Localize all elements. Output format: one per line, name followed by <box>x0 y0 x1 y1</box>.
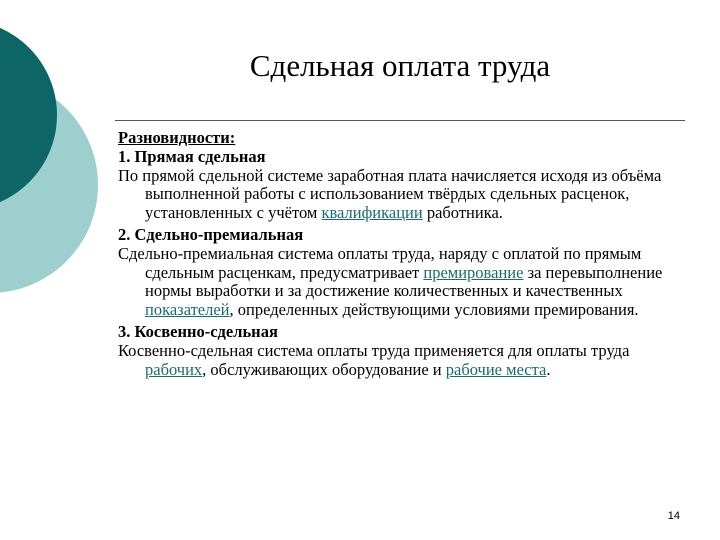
link-workplaces[interactable]: рабочие места <box>445 359 547 379</box>
type2-title: 2. Сдельно-премиальная <box>118 224 304 244</box>
type1-title: 1. Прямая сдельная <box>118 146 266 166</box>
page-number: 14 <box>667 510 680 522</box>
content-heading: Разновидности: <box>118 128 236 147</box>
type2-description <box>118 245 678 320</box>
type3-title: 3. Косвенно-сдельная <box>118 321 278 341</box>
type1-text-after: работника. <box>422 203 503 223</box>
link-bonus[interactable]: премирование <box>423 262 524 282</box>
type3-text-before: Косвенно-сдельная система оплаты труда применяется для оплаты труда <box>118 340 630 360</box>
type2-text-after: , определенных действующими условиями премирования. <box>229 300 639 320</box>
type3-text-mid: , обслуживающих оборудование и <box>202 359 446 379</box>
slide-title: Сдельная оплата труда <box>249 48 551 83</box>
type3-description <box>118 342 678 380</box>
slide-content <box>118 129 678 379</box>
link-qualification[interactable]: квалификации <box>321 203 423 223</box>
title-divider <box>115 120 685 121</box>
type1-description <box>118 167 678 223</box>
type3-text-after: . <box>546 359 551 379</box>
link-workers[interactable]: рабочих <box>145 359 203 379</box>
type2-text-mid: за перевыполнение нормы выработки и за достижение количественных и качественных <box>145 262 663 301</box>
type1-text-before: По прямой сдельной системе заработная плата начисляется исходя из объёма выполненной работы с использованием твёрдых сдельных расценок, установленных с учётом <box>118 165 662 223</box>
type2-text-before: Сдельно-премиальная система оплаты труда, наряду с оплатой по прямым сдельным расценкам, предусматривает <box>118 243 642 282</box>
link-indicators[interactable]: показателей <box>145 300 230 320</box>
